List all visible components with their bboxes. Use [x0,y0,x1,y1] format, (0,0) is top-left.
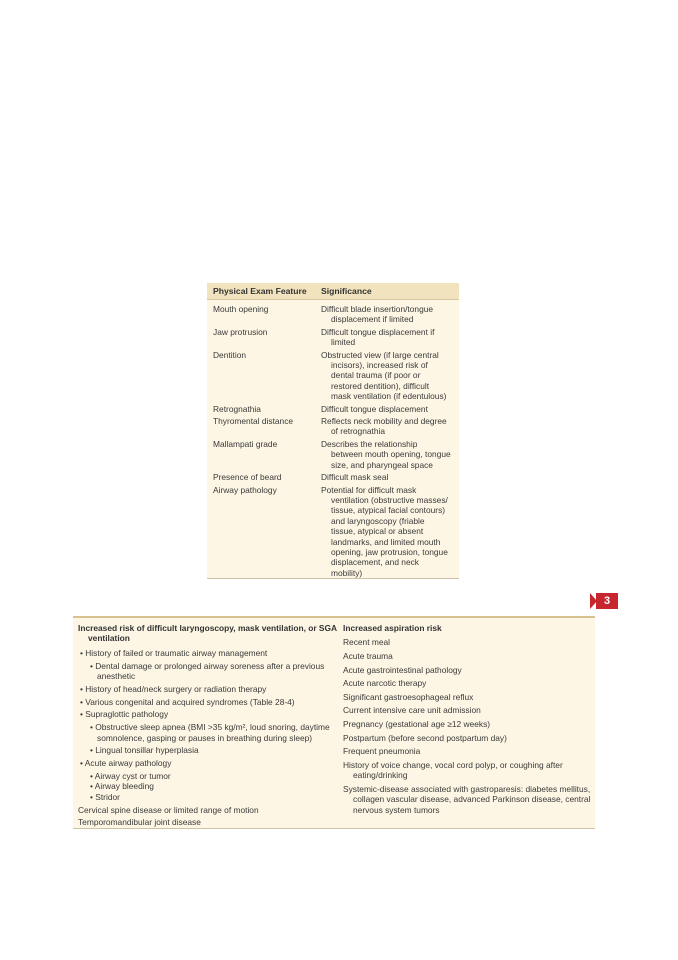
list-item: • Obstructive sleep apnea (BMI >35 kg/m², loud snoring, daytime somnolence, gasping or pauses in breathing during sleep) [90,722,330,743]
exam-feature: Retrognathia [213,403,261,414]
list-item: • Various congenital and acquired syndromes (Table 28-4) [80,696,295,707]
difficult-airway-column [73,618,337,828]
exam-significance: Difficult blade insertion/tongue displacement if limited [321,304,434,325]
header-feature: Physical Exam Feature [213,286,307,296]
exam-significance: Describes the relationship between mouth opening, tongue size, and pharyngeal space [321,438,451,470]
table-row [207,404,459,414]
exam-feature: Airway pathology [213,484,277,495]
table-row [207,327,459,348]
physical-exam-table-header [207,283,459,300]
exam-significance: Reflects neck mobility and degree of retrognathia [321,416,447,437]
list-item: History of voice change, vocal cord polyp, or coughing after eating/drinking [343,759,563,781]
aspiration-risk-column [337,618,595,828]
difficult-airway-heading: Increased risk of difficult laryngoscopy, mask ventilation, or SGA ventilation [78,623,337,644]
exam-significance: Difficult tongue displacement [321,403,428,414]
list-item: • Lingual tonsillar hyperplasia [90,745,199,756]
exam-feature: Dentition [213,349,247,360]
list-item: Acute narcotic therapy [343,678,427,689]
exam-significance: Obstructed view (if large central incisors), increased risk of dental trauma (if poor or restored dentition), difficult mask ventilation (if edentulous) [321,349,447,402]
exam-feature: Presence of beard [213,472,282,483]
list-item: Recent meal [343,637,391,648]
header-significance: Significance [321,286,372,296]
list-item: Pregnancy (gestational age ≥12 weeks) [343,718,491,729]
list-item: • History of head/neck surgery or radiation therapy [80,683,267,694]
table-row [207,472,459,482]
table-row [207,485,459,579]
list-item: Current intensive care unit admission [343,705,481,716]
exam-feature: Mouth opening [213,304,269,314]
exam-feature: Thyromental distance [213,416,294,427]
table-row [207,350,459,402]
list-item: Postpartum (before second postpartum day) [343,732,507,743]
list-item: Cervical spine disease or limited range of motion [78,804,259,815]
exam-significance: Difficult mask seal [321,472,389,483]
physical-exam-table [207,283,459,579]
aspiration-risk-heading: Increased aspiration risk [343,623,442,633]
list-item: • Acute airway pathology [80,758,172,769]
list-item: • Airway bleeding [90,781,154,792]
exam-significance: Potential for difficult mask ventilation (obstructive masses/ tissue, atypical facial contours) and laryngoscopy (friable tissue, atypical or absent landmarks, and limited mouth opening, jaw protrusion, tongue displacement, and neck mobility) [321,484,448,578]
exam-feature: Mallampati grade [213,438,278,449]
exam-significance: Difficult tongue displacement if limited [321,326,435,348]
list-item: • Stridor [90,791,120,802]
list-item: • Dental damage or prolonged airway soreness after a previous anesthetic [90,660,325,682]
list-item: Acute gastrointestinal pathology [343,664,462,675]
exam-feature: Jaw protrusion [213,326,268,337]
risk-factors-table [73,616,595,829]
list-item: Temporomandibular joint disease [78,817,201,828]
list-item: Acute trauma [343,651,393,661]
table-row [207,439,459,470]
table-row [207,304,459,325]
chapter-badge [590,593,618,609]
physical-exam-table-body [207,300,459,578]
list-item: Frequent pneumonia [343,746,421,757]
table-row [207,416,459,437]
badge-number: 3 [596,593,618,609]
list-item: • Airway cyst or tumor [90,771,171,781]
list-item: Significant gastroesophageal reflux [343,691,474,702]
list-item: Systemic-disease associated with gastroparesis: diabetes mellitus, collagen vascular disease, advanced Parkinson disease, central nervous system tumors [343,783,591,815]
list-item: • Supraglottic pathology [80,709,169,720]
list-item: • History of failed or traumatic airway management [80,647,268,658]
